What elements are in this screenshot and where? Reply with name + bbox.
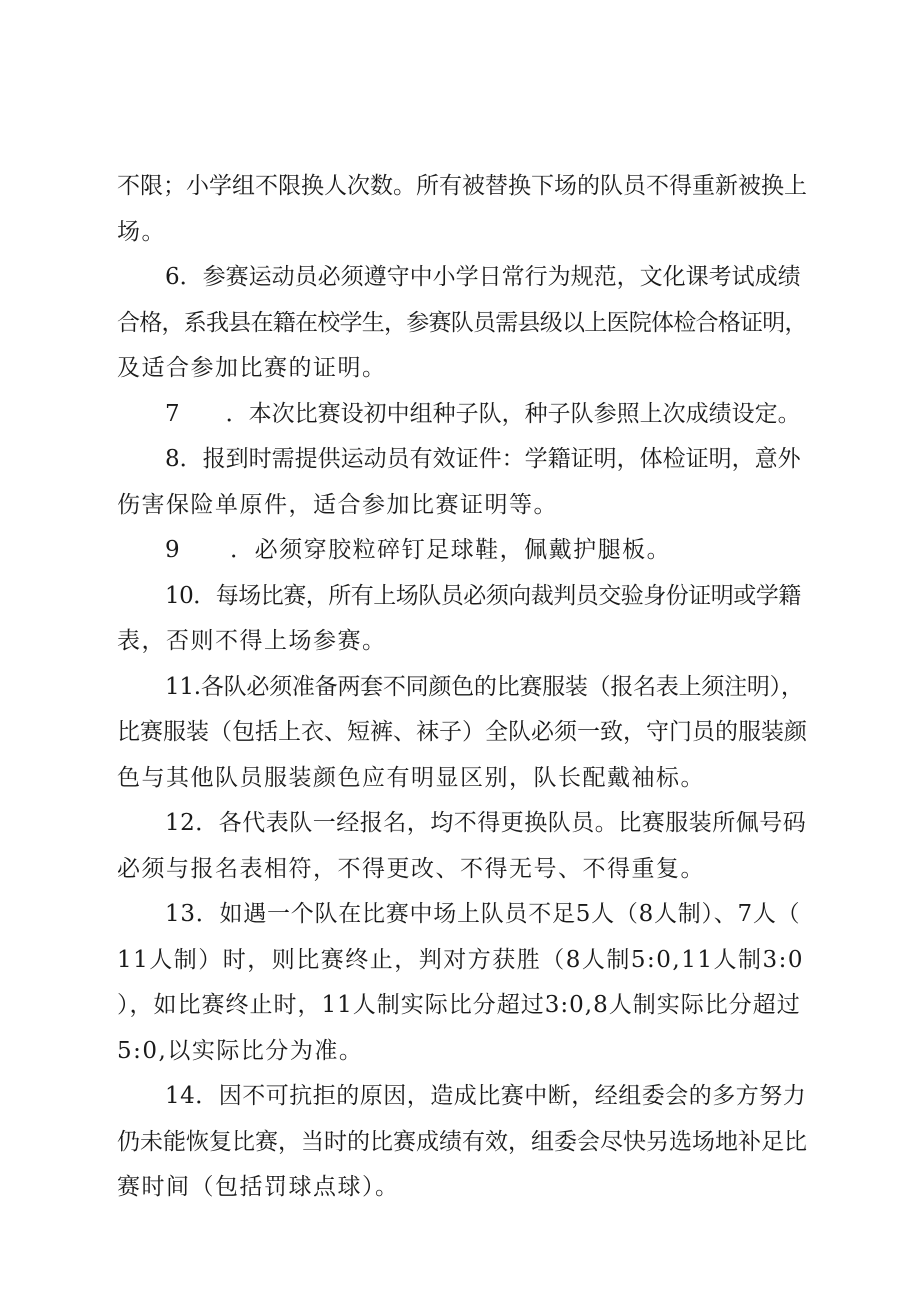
text-line: 11人制）时，则比赛终止，判对方获胜（8人制5:0,11人制3:0: [117, 946, 805, 973]
text-line: 伤害保险单原件，适合参加比赛证明等。: [117, 491, 558, 518]
text-line: 不限；小学组不限换人次数。所有被替换下场的队员不得重新被换上: [117, 173, 807, 199]
rule-14-line: 14．因不可抗拒的原因，造成比赛中断，经组委会的多方努力: [165, 1083, 807, 1109]
text-line: 仍未能恢复比赛，当时的比赛成绩有效，组委会尽快另选场地补足比: [117, 1128, 807, 1155]
rule-9-line: 9 ．必须穿胶粒碎钉足球鞋，佩戴护腿板。: [165, 537, 672, 563]
text-line: ），如比赛终止时，11人制实际比分超过3:0,8人制实际比分超过: [117, 992, 801, 1018]
text-line: 比赛服装（包括上衣、短裤、袜子）全队必须一致，守门员的服装颜: [117, 719, 807, 745]
rule-6-line: 6．参赛运动员必须遵守中小学日常行为规范，文化课考试成绩: [165, 264, 801, 290]
rule-11-line: 11.各队必须准备两套不同颜色的比赛服装（报名表上须注明），: [165, 673, 804, 700]
text-line: 表，否则不得上场参赛。: [117, 628, 387, 654]
rule-10-line: 10．每场比赛，所有上场队员必须向裁判员交验身份证明或学籍: [165, 582, 801, 609]
rule-7-line: 7 ．本次比赛设初中组种子队，种子队参照上次成绩设定。: [165, 400, 801, 427]
text-line: 及适合参加比赛的证明。: [117, 355, 387, 381]
rule-12-line: 12．各代表队一经报名，均不得更换队员。比赛服装所佩号码: [165, 810, 807, 836]
text-line: 必须与报名表相符，不得更改、不得无号、不得重复。: [117, 855, 705, 882]
text-line: 合格，系我县在籍在校学生，参赛队员需县级以上医院体检合格证明，: [117, 309, 807, 336]
rule-13-line: 13．如遇一个队在比赛中场上队员不足5人（8人制）、7人（: [165, 901, 801, 927]
text-line: 色与其他队员服装颜色应有明显区别，队长配戴袖标。: [117, 764, 705, 791]
text-line: 场。: [117, 218, 166, 245]
rule-8-line: 8．报到时需提供运动员有效证件：学籍证明，体检证明，意外: [165, 446, 801, 472]
text-line: 赛时间（包括罚球点球）。: [117, 1174, 400, 1200]
text-line: 5:0,以实际比分为准。: [117, 1037, 364, 1064]
rules-text: [117, 164, 807, 1211]
